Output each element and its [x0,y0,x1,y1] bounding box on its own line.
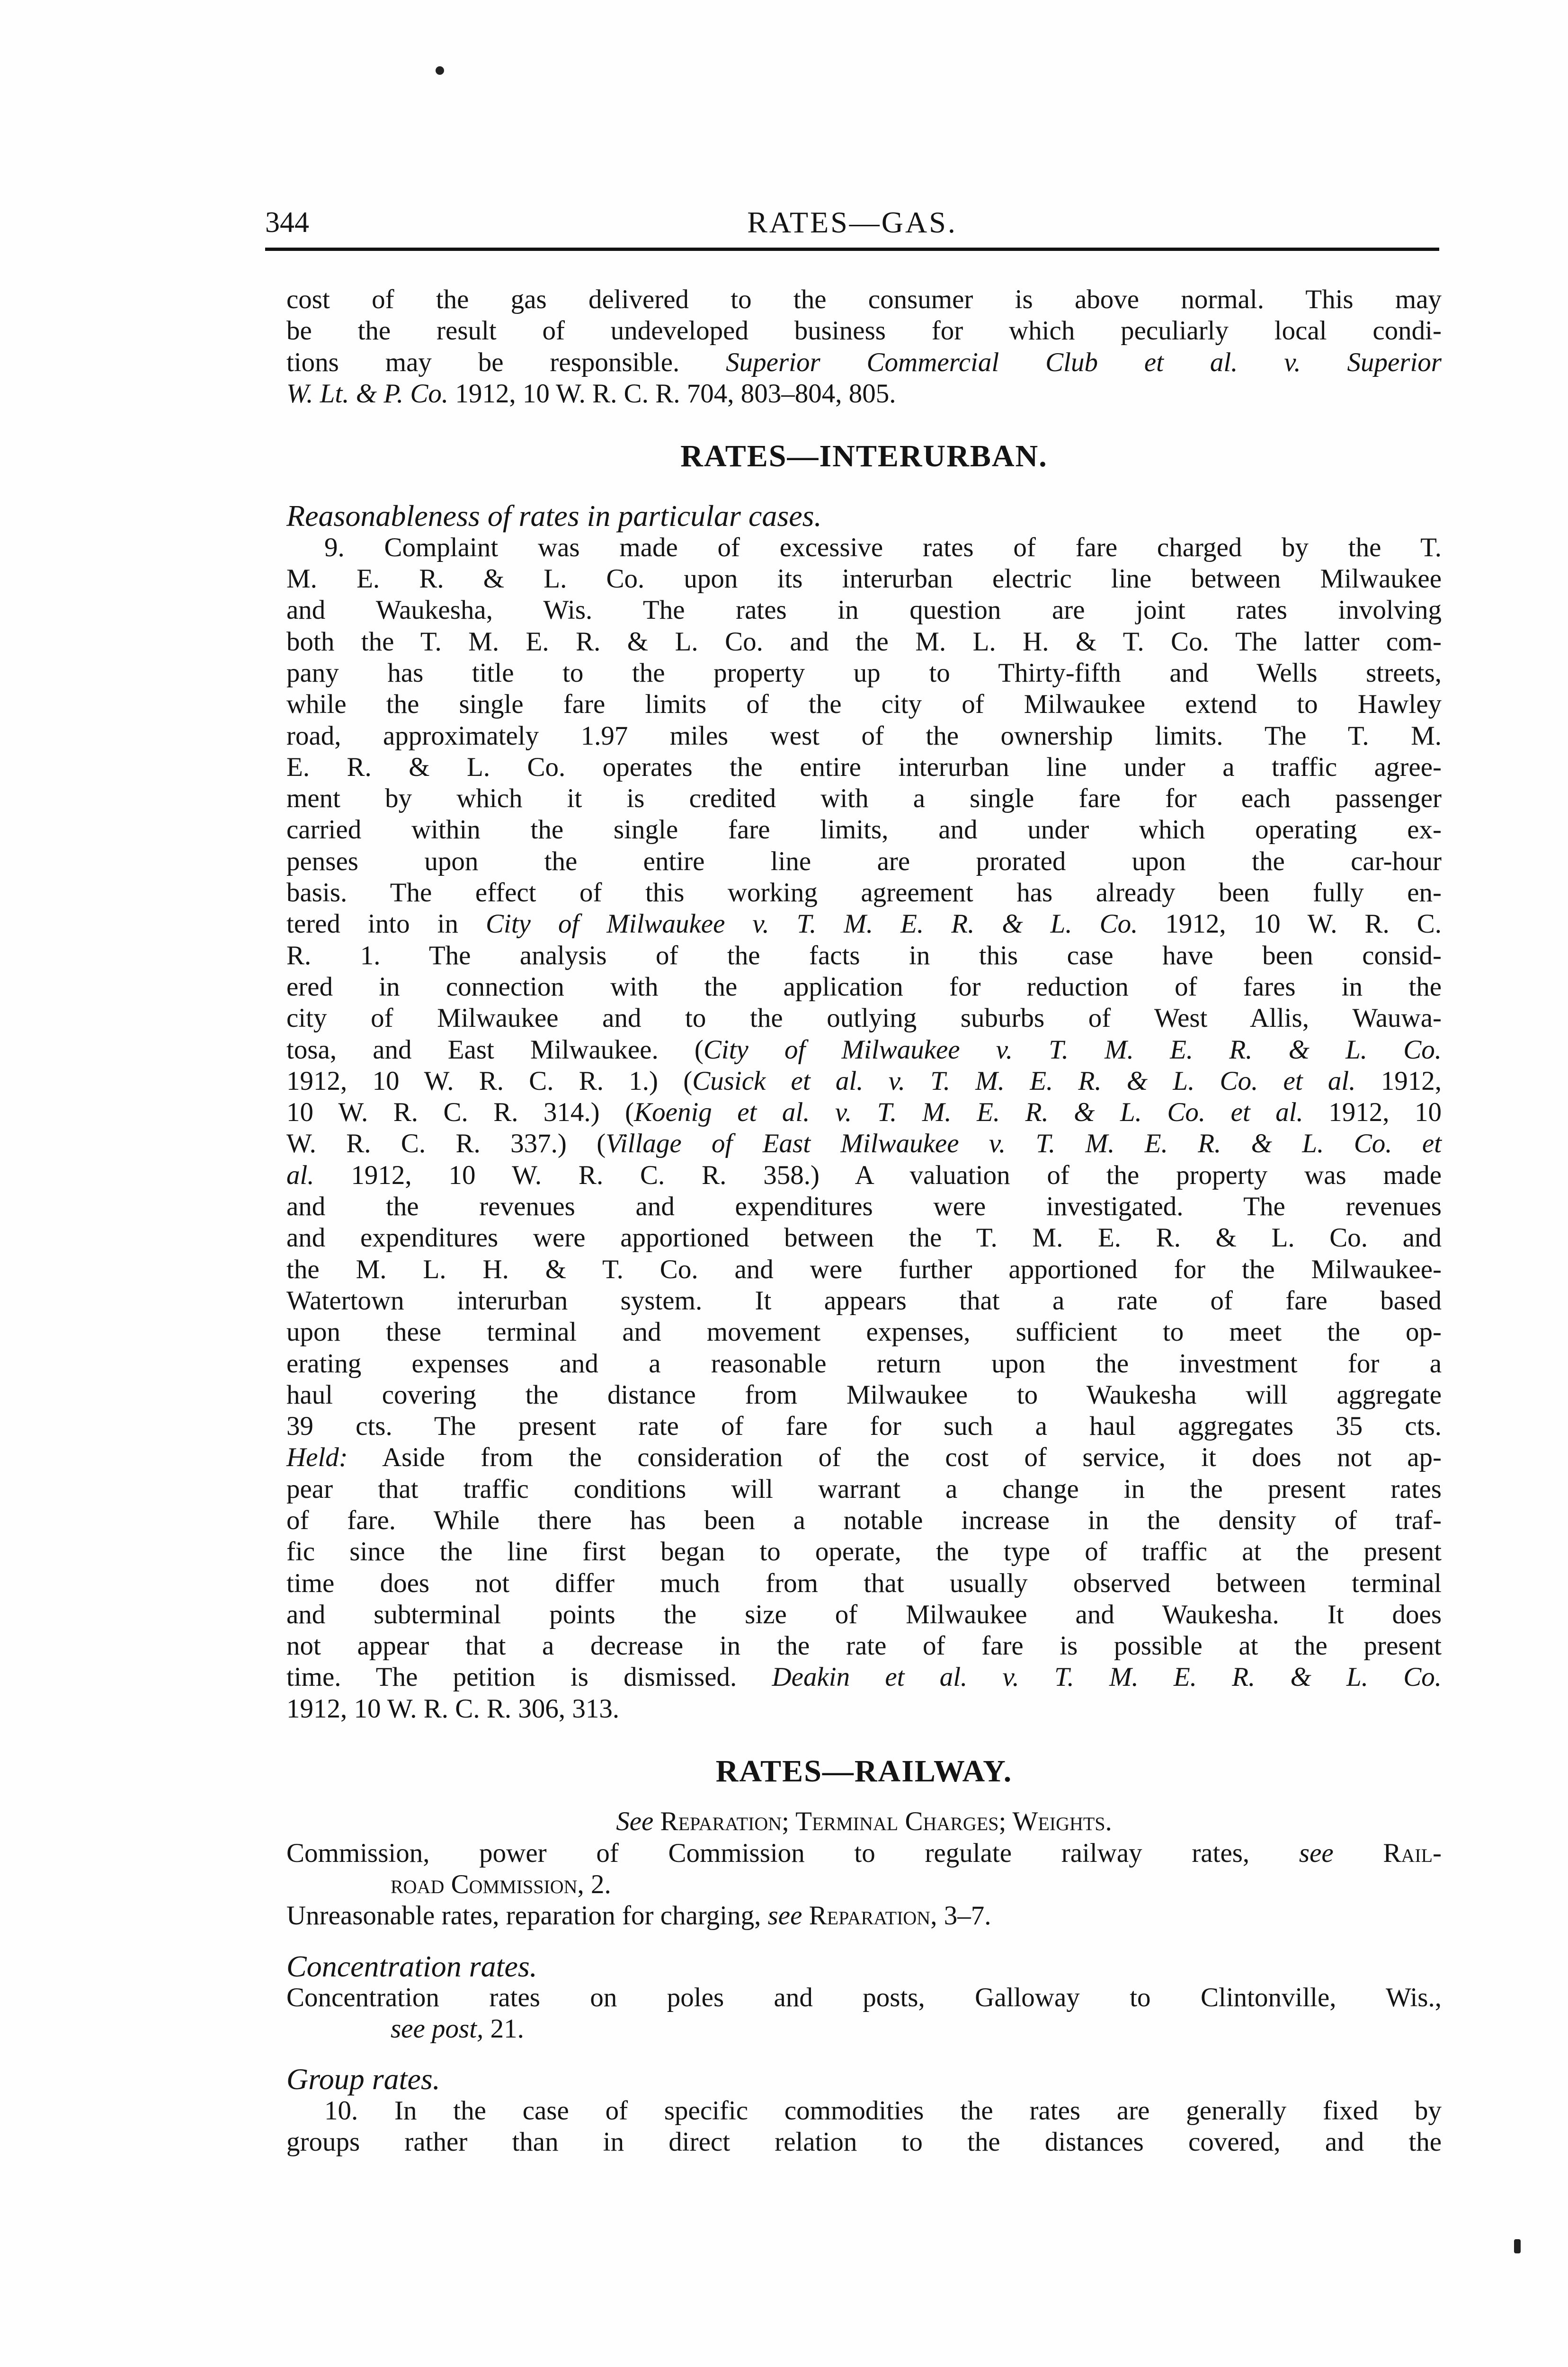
cross-reference: Reparation [809,1901,931,1931]
case-citation: Koenig et al. v. T. M. E. R. & L. Co. et al. [634,1097,1303,1128]
text-line: pany has title to the property up to Thirty-fifth and Wells streets, [286,658,1442,688]
text-line: and subterminal points the size of Milwaukee and Waukesha. It does [286,1599,1442,1629]
case-citation: Deakin et al. v. T. M. E. R. & L. Co. [772,1662,1442,1692]
text-line [286,1838,1442,1869]
see-word: See [616,1806,654,1837]
text-line: city of Milwaukee and to the outlying suburbs of West Allis, Wauwa- [286,1003,1442,1033]
text-line [286,347,1442,378]
case-citation: Cusick et al. v. T. M. E. R. & L. Co. et al. [692,1066,1356,1096]
text-line: carried within the single fare limits, and under which operating ex- [286,815,1442,845]
header-rule [265,248,1439,251]
text-line: basis. The effect of this working agreement has already been fully en- [286,878,1442,908]
text-line: penses upon the entire line are prorated upon the car-hour [286,846,1442,876]
text-run: 1912, 10 W. R. C. [1165,909,1442,939]
text-run: Unreasonable rates, reparation for charging, [286,1901,761,1931]
cross-reference: road Commission [391,1869,578,1899]
text-line: E. R. & L. Co. operates the entire interurban line under a traffic agree- [286,752,1442,782]
text-line [286,1869,1442,1900]
text-run: Aside from the consideration of the cost of service, it does not ap- [382,1442,1442,1473]
text-line: road, approximately 1.97 miles west of the ownership limits. The T. M. [286,721,1442,751]
text-run: 21. [490,2014,524,2044]
text-line: and expenditures were apportioned between the T. M. E. R. & L. Co. and [286,1223,1442,1253]
case-citation: City of Milwaukee v. T. M. E. R. & L. Co. [703,1034,1442,1065]
text-line: Concentration rates on poles and posts, Galloway to Clintonville, Wis., [286,1982,1442,2012]
text-line [286,1442,1442,1473]
case-citation: City of Milwaukee v. T. M. E. R. & L. Co. [485,909,1138,939]
text-line: time does not differ much from that usually observed between terminal [286,1568,1442,1598]
text-line: fic since the line first began to operate, the type of traffic at the present [286,1537,1442,1567]
held-label: Held: [286,1442,348,1473]
text-run: 1912, 10 W. R. C. R. 704, 803–804, 805. [455,378,896,409]
text-line: and the revenues and expenditures were investigated. The revenues [286,1192,1442,1222]
text-line [286,1900,1442,1931]
text-line: while the single fare limits of the city of Milwaukee extend to Hawley [286,689,1442,720]
text-run: 10 W. R. C. R. 314.) ( [286,1097,634,1128]
text-line: groups rather than in direct relation to the distances covered, and the [286,2127,1442,2157]
text-line [286,1160,1442,1191]
text-line: cost of the gas delivered to the consumer is above normal. This may [286,285,1442,314]
text-run: tered into in [286,909,458,939]
text-line: and Waukesha, Wis. The rates in question are joint rates involving [286,595,1442,625]
page-body [286,284,1442,2158]
see-word: see [1299,1838,1334,1868]
see-word: see [767,1901,802,1931]
text-line: the M. L. H. & T. Co. and were further apportioned for the Milwaukee- [286,1254,1442,1284]
text-line: 39 cts. The present rate of fare for such a haul aggregates 35 cts. [286,1411,1442,1442]
case-citation: Village of East Milwaukee v. T. M. E. R. & L. Co. et [606,1129,1442,1159]
ink-speck [436,66,444,75]
text-run: , 2. [577,1869,611,1899]
see-also-line [286,1806,1442,1837]
running-head [265,199,1439,251]
text-run: Commission, power of Commission to regulate railway rates, [286,1838,1250,1868]
text-line: Watertown interurban system. It appears that a rate of fare based [286,1285,1442,1316]
text-line [286,908,1442,940]
case-citation: al. [286,1160,314,1190]
case-citation: W. Lt. & P. Co. [286,378,449,409]
text-run: 1912, 10 W. R. C. R. 358.) A valuation of the property was made [351,1160,1442,1190]
cross-reference: Rail- [1383,1838,1442,1868]
subheading-group: Group rates. [286,2062,440,2096]
text-line: pear that traffic conditions will warrant a change in the present rates [286,1474,1442,1504]
text-run: 1912, [1381,1066,1442,1096]
text-line [286,2013,1442,2045]
subheading-concentration: Concentration rates. [286,1949,537,1983]
section-heading-railway: RATES—RAILWAY. [715,1754,1013,1789]
text-line [286,1128,1442,1159]
text-line: R. 1. The analysis of the facts in this case have been consid- [286,940,1442,970]
text-line: 9. Complaint was made of excessive rates of fare charged by the T. [324,532,1442,562]
text-line: upon these terminal and movement expenses, sufficient to meet the op- [286,1317,1442,1347]
text-line: not appear that a decrease in the rate of fare is possible at the present [286,1631,1442,1661]
text-run: time. The petition is dismissed. [286,1662,737,1692]
case-citation: Superior Commercial Club et al. v. Superior [726,347,1442,377]
see-references: Reparation; Terminal Charges; Weights. [660,1806,1112,1837]
text-run: W. R. C. R. 337.) ( [286,1129,606,1159]
section-heading-interurban: RATES—INTERURBAN. [680,439,1048,474]
see-word: see post, [391,2014,484,2044]
text-line: M. E. R. & L. Co. upon its interurban electric line between Milwaukee [286,564,1442,594]
text-line: haul covering the distance from Milwaukee to Waukesha will aggregate [286,1379,1442,1410]
text-line: be the result of undeveloped business for which peculiarly local condi- [286,316,1442,346]
text-line: 1912, 10 W. R. C. R. 306, 313. [286,1693,620,1724]
text-run: , 3–7. [930,1901,991,1931]
subheading-reasonableness: Reasonableness of rates in particular cases. [286,499,822,533]
margin-mark [1514,2239,1521,2253]
text-line: ment by which it is credited with a single fare for each passenger [286,783,1442,814]
running-title: RATES—GAS. [747,205,957,239]
text-line: 10. In the case of specific commodities the rates are generally fixed by [324,2095,1442,2126]
page-number: 344 [265,206,309,239]
text-line [286,378,1442,409]
text-line: both the T. M. E. R. & L. Co. and the M. L. H. & T. Co. The latter com- [286,626,1442,657]
text-line [286,1662,1442,1693]
text-run: tosa, and East Milwaukee. ( [286,1034,704,1065]
text-run: 1912, 10 W. R. C. R. 1.) ( [286,1066,693,1096]
text-line: erating expenses and a reasonable return upon the investment for a [286,1348,1442,1379]
text-line [286,1034,1442,1066]
text-line: ered in connection with the application for reduction of fares in the [286,971,1442,1002]
text-run: 1912, 10 [1328,1097,1442,1128]
text-line [286,1066,1442,1097]
text-line [286,1097,1442,1128]
text-run: tions may be responsible. [286,347,680,377]
text-line: of fare. While there has been a notable increase in the density of traf- [286,1505,1442,1535]
